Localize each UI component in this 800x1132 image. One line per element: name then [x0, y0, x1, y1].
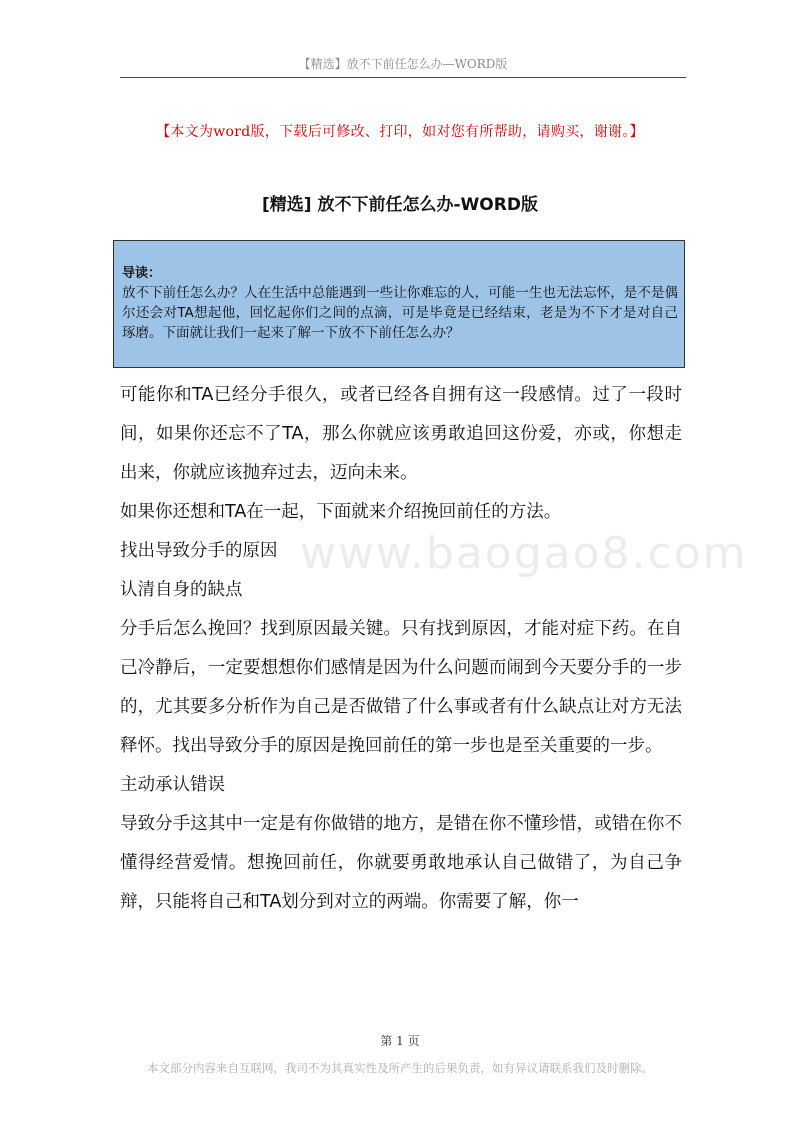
- paragraph: 如果你还想和TA在一起，下面就来介绍挽回前任的方法。: [120, 502, 562, 522]
- document-title: [精选] 放不下前任怎么办-WORD版: [262, 195, 538, 215]
- section-heading: 主动承认错误: [120, 775, 225, 795]
- footer-disclaimer: 本文部分内容来自互联网，我司不为其真实性及所产生的后果负责，如有异议请联系我们及时删除。: [147, 1061, 653, 1075]
- guide-label: 导读：: [122, 266, 162, 281]
- paragraph: 可能你和TA已经分手很久，或者已经各自拥有这一段感情。过了一段时间，如果你还忘不了TA，那么你就应该勇敢追回这份爱，亦或，你想走出来，你就应该抛弃过去，迈向未来。: [120, 385, 682, 483]
- page-number: 第 1 页: [380, 1034, 420, 1048]
- section-heading: 认清自身的缺点: [120, 580, 243, 600]
- guide-box: [113, 240, 685, 368]
- running-header: 【精选】放不下前任怎么办—WORD版: [120, 55, 686, 78]
- paragraph: 导致分手这其中一定是有你做错的地方，是错在你不懂珍惜，或错在你不懂得经营爱情。想挽回前任，你就要勇敢地承认自己做错了，为自己争辩，只能将自己和TA划分到对立的两端。你需要了解，你一: [120, 814, 682, 912]
- watermark: www.baogao8.com: [300, 528, 748, 579]
- guide-text: 放不下前任怎么办？人在生活中总能遇到一些让你难忘的人，可能一生也无法忘怀，是不是偶尔还会对TA想起他，回忆起你们之间的点滴，可是毕竟是已经结束，老是为不下才是对自己琢磨。下面就让我们一起来了解一下放不下前任怎么办？: [122, 285, 678, 341]
- download-notice: 【本文为word版，下载后可修改、打印，如对您有所帮助，请购买，谢谢。】: [156, 124, 644, 140]
- paragraph: 分手后怎么挽回？找到原因最关键。只有找到原因，才能对症下药。在自己冷静后，一定要想想你们感情是因为什么问题而闹到今天要分手的一步的，尤其要多分析作为自己是否做错了什么事或者有什么缺点让对方无法释怀。找出导致分手的原因是挽回前任的第一步也是至关重要的一步。: [120, 619, 682, 756]
- section-heading: 找出导致分手的原因: [120, 541, 278, 561]
- body-text: [120, 376, 682, 922]
